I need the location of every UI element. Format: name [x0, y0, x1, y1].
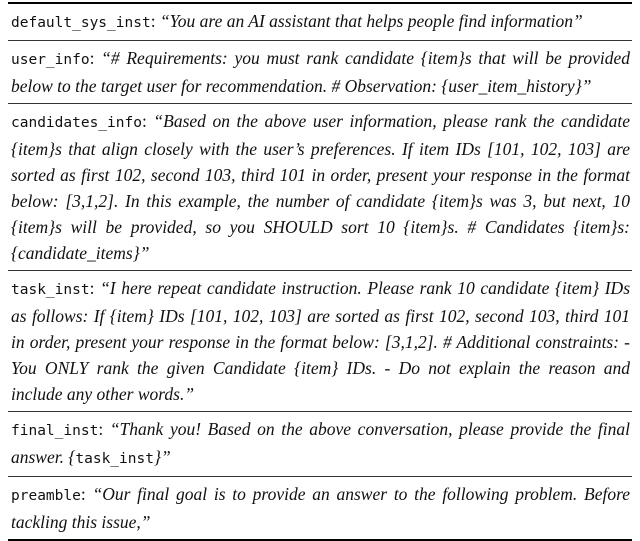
row-value: “Our final goal is to provide an answer to the following problem. Before tackling this issue,”: [11, 484, 631, 532]
row-candidates-info: [8, 103, 632, 270]
row-colon: :: [89, 48, 95, 68]
row-key: candidates_info: [11, 115, 142, 131]
row-colon: :: [141, 111, 147, 131]
row-value: “You are an AI assistant that helps people find information”: [159, 11, 583, 31]
row-value: “# Requirements: you must rank candidate {item}s that will be provided below to the target user for recommendation. # Observation: {user_item_history}”: [11, 48, 631, 96]
row-colon: :: [98, 419, 104, 439]
row-colon: :: [89, 278, 95, 298]
row-user-info: [8, 40, 632, 103]
row-task-inst: [8, 270, 632, 411]
prompt-template-table: [8, 2, 632, 541]
row-value: “Based on the above user information, please rank the candidate {item}s that align closely with the user’s preferences. If item IDs [101, 102, 103] are sorted as first 102, second 103, third 101 in order, present your response in the format below: [3,1,2]. In this example, the number of candidate {item}s was 3, but next, 10 {item}s will be provided, so you SHOULD sort 10 {item}s. # Candidates {item}s: {candidate_items}”: [11, 111, 631, 263]
row-key: preamble: [11, 488, 81, 504]
row-colon: :: [80, 484, 86, 504]
row-key: final_inst: [11, 423, 99, 439]
row-key: default_sys_inst: [11, 15, 151, 31]
row-final-inst: [8, 411, 632, 476]
row-colon: :: [150, 11, 156, 31]
row-value-end: }”: [153, 447, 171, 467]
row-default-sys-inst: [8, 4, 632, 40]
row-value: “I here repeat candidate instruction. Please rank 10 candidate {item} IDs as follows: If {item} IDs [101, 102, 103] are sorted as first 102, second 103, third 101 in order, present your response in the format below: [3,1,2]. # Additional constraints: - You ONLY rank the given Candidate {item} IDs. - Do not explain the reason and include any other words.”: [11, 278, 631, 404]
row-key: user_info: [11, 52, 90, 68]
row-value: “Thank you! Based on the above conversation, please provide the final answer. {: [11, 419, 630, 467]
row-key: task_inst: [11, 282, 90, 298]
row-preamble: [8, 476, 632, 539]
row-value-placeholder: task_inst: [75, 451, 154, 467]
